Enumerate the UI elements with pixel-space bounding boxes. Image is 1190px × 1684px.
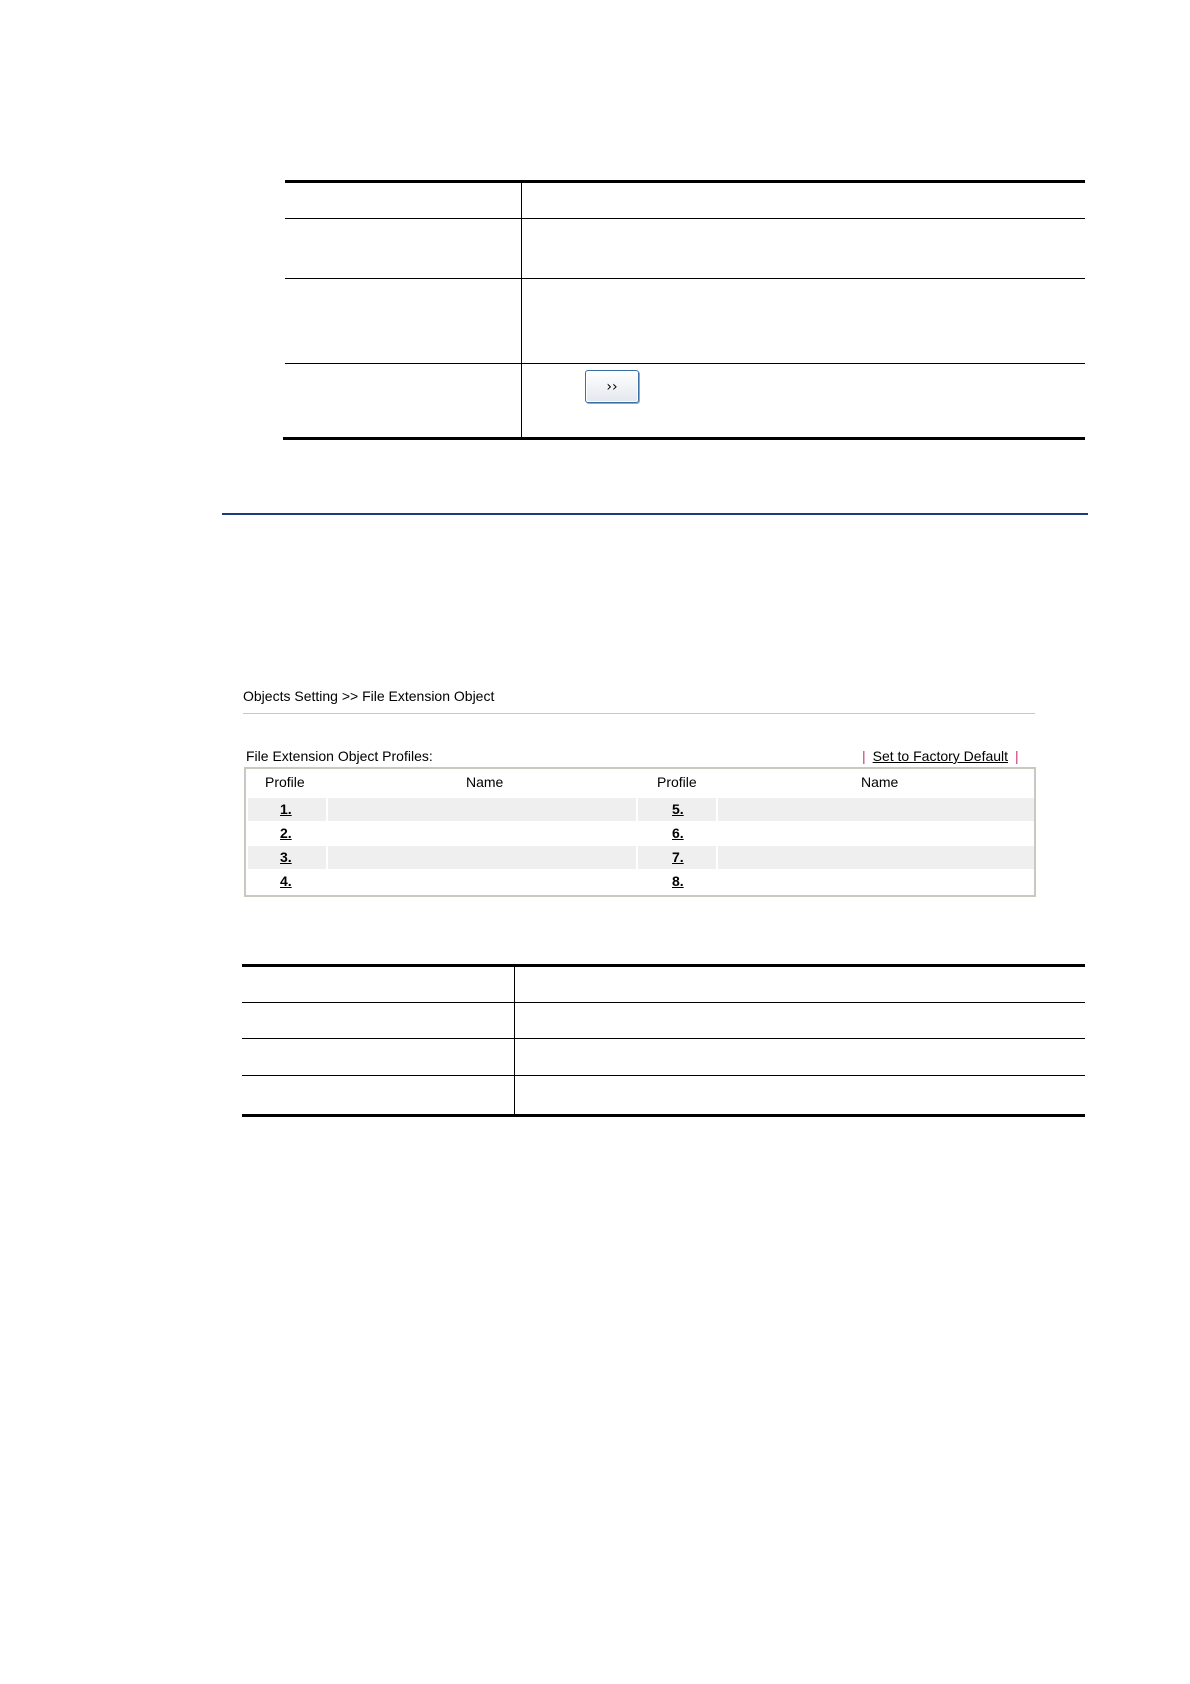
section-divider [222, 513, 1088, 515]
profiles-title: File Extension Object Profiles: [246, 748, 433, 764]
table-row-divider [242, 1002, 1085, 1003]
profile-link-3[interactable]: 3. [280, 849, 292, 865]
table-top-rule [242, 964, 1085, 967]
profile-link-7[interactable]: 7. [672, 849, 684, 865]
breadcrumb-divider [243, 713, 1035, 714]
table-row-divider [242, 1038, 1085, 1039]
table-row [248, 798, 1034, 821]
table-column-divider [514, 964, 515, 1116]
breadcrumb: Objects Setting >> File Extension Object [243, 688, 495, 704]
profile-link-8[interactable]: 8. [672, 873, 684, 889]
profile-link-2[interactable]: 2. [280, 825, 292, 841]
column-header-name-right: Name [861, 774, 899, 790]
separator-left: | [862, 748, 866, 764]
table-bottom-rule [283, 437, 1085, 440]
name-cell [328, 798, 636, 821]
factory-default-group [862, 748, 1019, 764]
table-row [248, 846, 1034, 869]
column-header-profile-right: Profile [657, 774, 697, 790]
table-row [248, 822, 1034, 845]
next-arrow-button[interactable]: ›› [585, 370, 639, 403]
column-header-name-left: Name [466, 774, 504, 790]
name-cell [718, 846, 1034, 869]
table-row-divider [285, 278, 1085, 279]
name-cell [718, 870, 1034, 893]
profile-link-4[interactable]: 4. [280, 873, 292, 889]
table-row [248, 870, 1034, 893]
name-cell [328, 822, 636, 845]
name-cell [328, 870, 636, 893]
column-header-profile-left: Profile [265, 774, 305, 790]
table-top-rule [285, 180, 1085, 183]
table-column-divider [521, 180, 522, 440]
name-cell [718, 798, 1034, 821]
set-factory-default-link[interactable]: Set to Factory Default [872, 748, 1009, 764]
separator-right: | [1015, 748, 1019, 764]
table-row-divider [242, 1075, 1085, 1076]
profiles-table [244, 767, 1036, 897]
table-bottom-rule [242, 1114, 1085, 1117]
profile-link-5[interactable]: 5. [672, 801, 684, 817]
table-row-divider [285, 218, 1085, 219]
name-cell [718, 822, 1034, 845]
profile-link-6[interactable]: 6. [672, 825, 684, 841]
name-cell [328, 846, 636, 869]
table-row-divider [285, 363, 1085, 364]
profile-link-1[interactable]: 1. [280, 801, 292, 817]
